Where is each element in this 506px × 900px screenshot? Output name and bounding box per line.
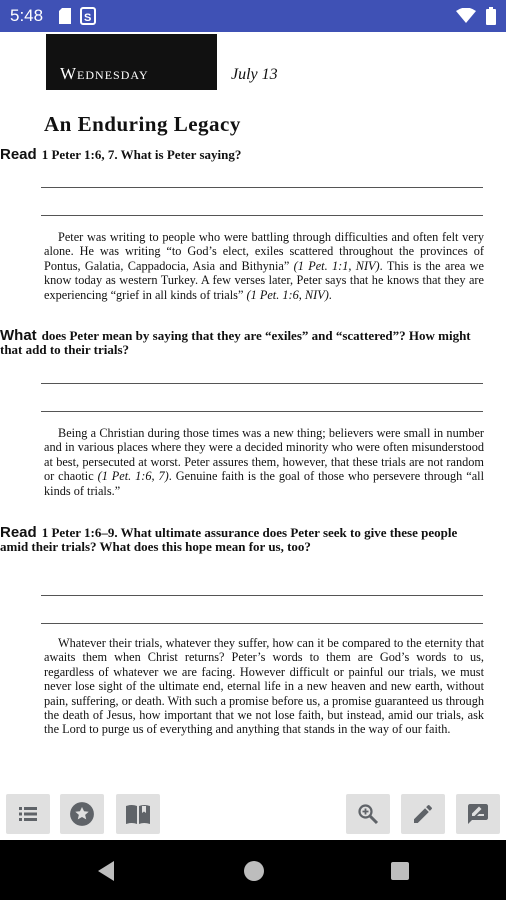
question-text: 1 Peter 1:6–9. What ultimate assurance does Peter seek to give these people amid their trials? What does this hope mean for us, too? [0, 525, 458, 554]
system-icons [456, 7, 496, 25]
notes-button[interactable] [456, 794, 500, 834]
day-banner [46, 34, 217, 90]
question-text: 1 Peter 1:6, 7. What is Peter saying? [41, 147, 242, 162]
book-icon [124, 802, 152, 826]
home-icon[interactable] [243, 860, 265, 882]
recents-icon[interactable] [390, 860, 410, 882]
scripture-reference: (1 Pet. 1:6, NIV) [246, 287, 329, 302]
answer-line [41, 411, 483, 412]
paragraph-text: . Genuine faith is the goal of those who persevere through “all kinds of trials.” [44, 469, 484, 498]
status-bar [0, 0, 506, 32]
question-3 [0, 526, 482, 554]
answer-line [41, 215, 483, 216]
zoom-button[interactable] [346, 794, 390, 834]
answer-line [41, 383, 483, 384]
pencil-icon [411, 802, 435, 826]
edit-button[interactable] [401, 794, 445, 834]
star-icon [69, 801, 95, 827]
wifi-icon [456, 8, 476, 24]
contents-button[interactable] [6, 794, 50, 834]
status-time: 5:48 [10, 6, 44, 25]
question-text: does Peter mean by saying that they are “exiles” and “scattered”? How might that add to their trials? [0, 328, 471, 357]
question-keyword: Read [0, 146, 37, 163]
question-2 [0, 329, 482, 357]
scripture-reference: (1 Pet. 1:1, NIV) [293, 258, 380, 273]
notification-icons [58, 7, 96, 25]
list-icon [16, 802, 40, 826]
bottom-toolbar [0, 790, 506, 840]
sync-icon [80, 7, 96, 25]
favorites-button[interactable] [60, 794, 104, 834]
paragraph-text: Peter was writing to people who were battling through difficulties and often felt very alone. He was writing “to God’s elect, exiles scattered throughout the provinces of Pontus, Galatia, Cappadocia, Asia and Bithynia” [44, 230, 484, 273]
bible-button[interactable] [116, 794, 160, 834]
question-keyword: Read [0, 524, 37, 541]
paragraph-1 [44, 230, 484, 302]
navigation-bar [0, 840, 506, 900]
scripture-reference: (1 Pet. 1:6, 7) [97, 469, 169, 484]
day-label: Wednesday [60, 64, 149, 83]
paragraph-text: . This is the area we know today as western Turkey. A few verses later, Peter says that he knows that they are experiencing “grief in all kinds of trials” [44, 258, 485, 302]
zoom-in-icon [356, 802, 380, 826]
back-icon[interactable] [96, 860, 116, 882]
lesson-title: An Enduring Legacy [44, 112, 241, 136]
feedback-icon [466, 802, 490, 826]
paragraph-2 [44, 426, 484, 498]
answer-line [41, 595, 483, 596]
answer-line [41, 623, 483, 624]
date-label: July 13 [231, 66, 278, 83]
answer-line [41, 187, 483, 188]
battery-icon [486, 7, 496, 25]
sd-card-icon [58, 7, 72, 25]
lesson-page [0, 32, 506, 790]
question-1 [0, 148, 482, 162]
paragraph-text: . [328, 287, 332, 302]
svg-text:S: S [84, 12, 92, 24]
paragraph-3: Whatever their trials, whatever they suffer, how can it be compared to the eternity that awaits them when Christ returns? Peter’s words to them are God’s words to us, regardless of whatever we are facing. However difficult or painful our trials, we must never lose sight of the ultimate end, eternal life in a new heaven and new earth, without pain, suffering, or death. With such a promise before us, a promise guaranteed us through the death of Jesus, how important that we not lose faith, but instead, amid our trials, ask the Lord to purge us of everything and anything that stands in the way of our faith. [44, 636, 484, 737]
question-keyword: What [0, 327, 37, 344]
paragraph-text: Being a Christian during those times was a new thing; believers were small in number and in various places where they were a decided minority who were often misunderstood at best, persecuted at worst. Peter assures them, however, that these trials are not random or chaotic [44, 426, 484, 484]
